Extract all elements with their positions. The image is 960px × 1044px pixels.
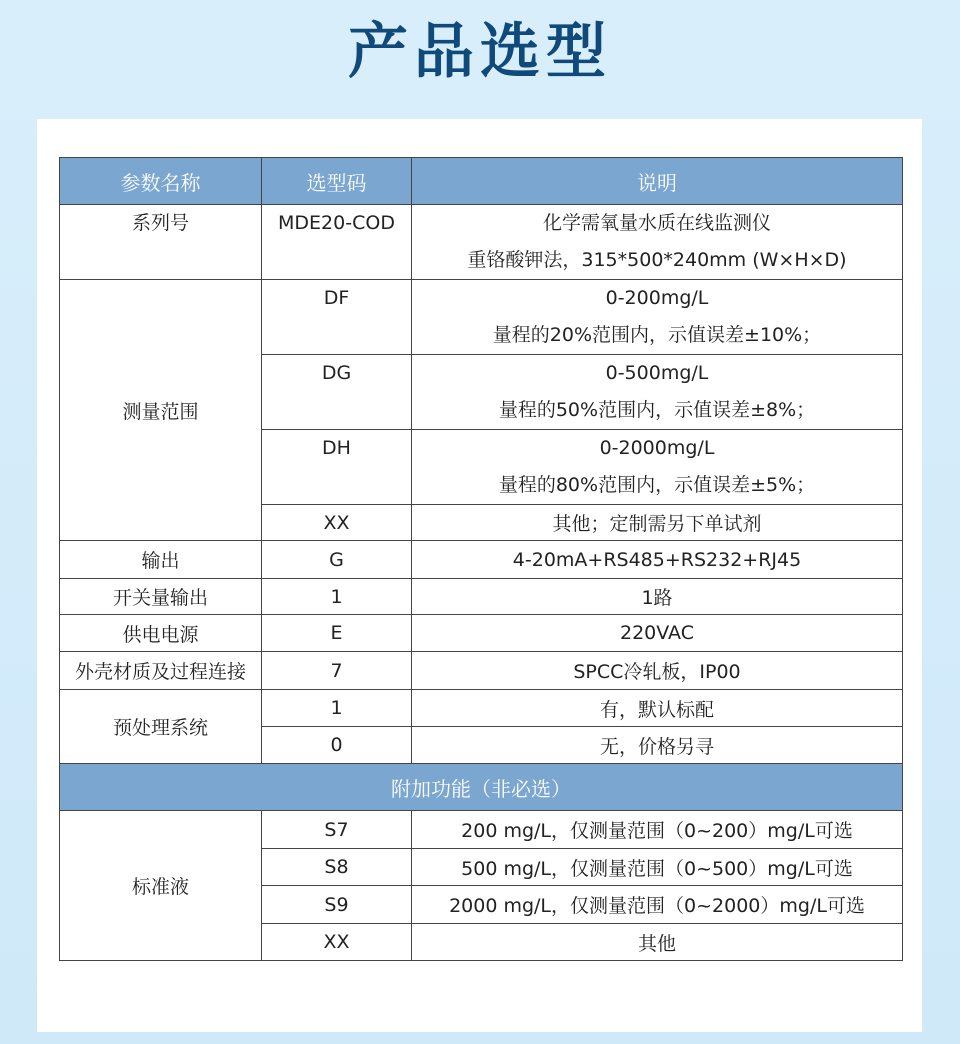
header-description: 说明	[412, 158, 903, 205]
param-pretreat: 预处理系统	[60, 690, 262, 764]
code-s7: S7	[262, 811, 412, 849]
desc-s9: 2000 mg/L，仅测量范围（0~2000）mg/L可选	[412, 886, 903, 924]
table-row-series	[60, 205, 903, 280]
table-row-standard-s7	[60, 811, 903, 849]
desc-dh-line1: 0-2000mg/L	[599, 437, 715, 459]
desc-dh	[412, 430, 903, 505]
desc-df-line1: 0-200mg/L	[605, 287, 709, 309]
header-param-name: 参数名称	[60, 158, 262, 205]
desc-series	[412, 205, 903, 280]
desc-df-line2: 量程的20%范围内，示值误差±10%；	[492, 324, 822, 346]
code-power: E	[262, 615, 412, 652]
desc-pretreat-1: 有，默认标配	[412, 690, 903, 727]
param-housing: 外壳材质及过程连接	[60, 652, 262, 690]
table-row-power	[60, 615, 903, 652]
param-standard: 标准液	[60, 811, 262, 961]
desc-housing: SPCC冷轧板，IP00	[412, 652, 903, 690]
desc-pretreat-0: 无，价格另寻	[412, 727, 903, 764]
page-title: 产品选型	[348, 17, 612, 87]
selection-table	[59, 157, 903, 961]
code-range-xx: XX	[262, 505, 412, 541]
code-output: G	[262, 541, 412, 579]
header-code: 选型码	[262, 158, 412, 205]
code-pretreat-1: 1	[262, 690, 412, 727]
code-dg: DG	[262, 355, 412, 430]
desc-s7: 200 mg/L，仅测量范围（0~200）mg/L可选	[412, 811, 903, 849]
code-s9: S9	[262, 886, 412, 924]
table-row-pretreat-1	[60, 690, 903, 727]
desc-power: 220VAC	[412, 615, 903, 652]
desc-range-xx: 其他；定制需另下单试剂	[412, 505, 903, 541]
code-df: DF	[262, 280, 412, 355]
code-pretreat-0: 0	[262, 727, 412, 764]
desc-switch: 1路	[412, 579, 903, 615]
addon-section-header: 附加功能（非必选）	[60, 764, 903, 811]
selection-card	[37, 119, 922, 1032]
table-row-output	[60, 541, 903, 579]
code-dh: DH	[262, 430, 412, 505]
param-output: 输出	[60, 541, 262, 579]
table-row-switch	[60, 579, 903, 615]
code-s8: S8	[262, 849, 412, 886]
param-series: 系列号	[60, 205, 262, 280]
table-row-addon-header	[60, 764, 903, 811]
desc-s8: 500 mg/L，仅测量范围（0~500）mg/L可选	[412, 849, 903, 886]
desc-series-line2: 重铬酸钾法，315*500*240mm (W×H×D)	[467, 249, 847, 271]
code-switch: 1	[262, 579, 412, 615]
code-housing: 7	[262, 652, 412, 690]
desc-output: 4-20mA+RS485+RS232+RJ45	[412, 541, 903, 579]
code-standard-xx: XX	[262, 924, 412, 961]
param-switch: 开关量输出	[60, 579, 262, 615]
desc-standard-xx: 其他	[412, 924, 903, 961]
table-row-housing	[60, 652, 903, 690]
desc-dg	[412, 355, 903, 430]
desc-df	[412, 280, 903, 355]
desc-dg-line2: 量程的50%范围内，示值误差±8%；	[498, 399, 816, 421]
param-power: 供电电源	[60, 615, 262, 652]
table-row-range-df	[60, 280, 903, 355]
desc-dg-line1: 0-500mg/L	[605, 362, 709, 384]
table-header-row	[60, 158, 903, 205]
param-range: 测量范围	[60, 280, 262, 541]
code-series: MDE20-COD	[262, 205, 412, 280]
desc-dh-line2: 量程的80%范围内，示值误差±5%；	[498, 474, 816, 496]
desc-series-line1: 化学需氧量水质在线监测仪	[542, 212, 771, 234]
